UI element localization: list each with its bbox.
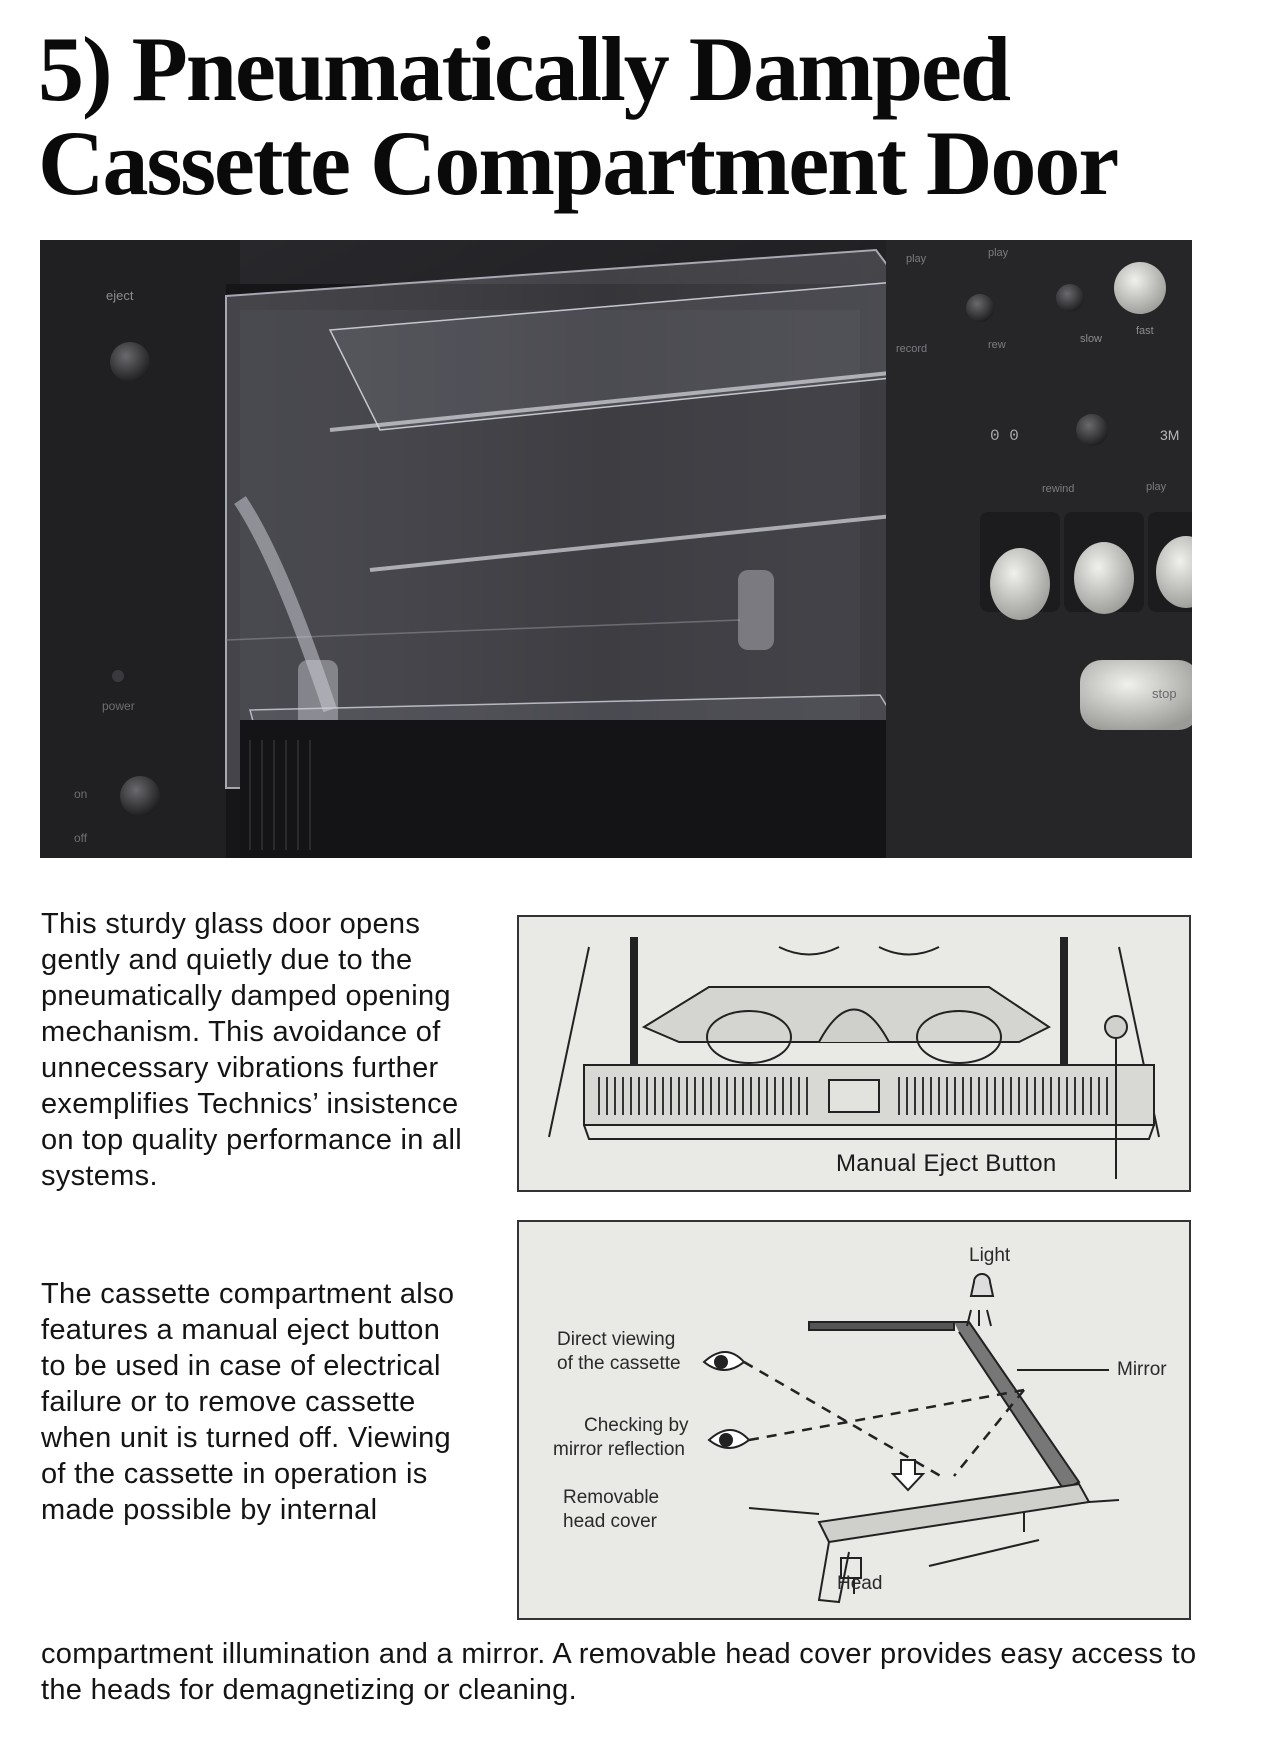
label-direct-viewing-1: Direct viewing <box>557 1329 676 1350</box>
speed-knob[interactable] <box>1114 262 1166 314</box>
label-record: record <box>896 343 928 355</box>
label-rewind: rewind <box>1042 483 1075 495</box>
label-power: power <box>102 699 135 713</box>
label-removable-1: Removable <box>563 1487 660 1508</box>
label-checking-1: Checking by <box>584 1415 689 1436</box>
power-knob[interactable] <box>120 776 160 816</box>
cassette-deck-photo <box>40 240 1192 858</box>
viewing-diagram <box>517 1220 1191 1620</box>
pause-button[interactable] <box>990 548 1050 620</box>
label-play-top: play <box>906 253 927 265</box>
title-line-1: 5) Pneumatically Damped <box>38 18 1010 120</box>
damper-piston-right <box>738 570 774 650</box>
manual-eject-label: Manual Eject Button <box>836 1150 1057 1177</box>
brand-badge: 3M <box>1160 427 1180 443</box>
label-play-right: play <box>988 247 1009 259</box>
label-mirror: Mirror <box>1117 1359 1167 1380</box>
label-fast: fast <box>1136 325 1154 337</box>
mirror-panel <box>954 1322 1079 1490</box>
rewind-button[interactable] <box>1074 542 1134 614</box>
eject-knob[interactable] <box>110 342 150 382</box>
page-title <box>38 18 1218 214</box>
mode-knob[interactable] <box>1056 284 1084 312</box>
counter-reset-knob[interactable] <box>1076 414 1108 446</box>
body-paragraph-3: compartment illumination and a mirror. A removable head cover provides easy access to the heads for demagnetizing or cleaning. <box>41 1638 1197 1706</box>
label-light: Light <box>969 1245 1011 1266</box>
label-head: Head <box>837 1573 883 1594</box>
label-play-lower: play <box>1146 481 1167 493</box>
label-slow: slow <box>1080 333 1103 345</box>
top-panel <box>809 1322 954 1330</box>
record-knob[interactable] <box>966 294 994 322</box>
label-direct-viewing-2: of the cassette <box>557 1353 681 1374</box>
body-paragraph-2: The cassette compartment also features a manual eject button to be used in case of electrical failure or to remove cassette when unit is turned off. Viewing of the cassette in operation is made possible by internal <box>41 1278 455 1526</box>
damper-piston <box>298 660 338 730</box>
power-lamp <box>112 670 124 682</box>
mirror-view-line-1 <box>749 1390 1024 1440</box>
light-bulb-icon <box>971 1274 993 1296</box>
eject-button-icon <box>1105 1016 1127 1038</box>
label-eject: eject <box>106 288 134 303</box>
body-paragraph-1: This sturdy glass door opens gently and quietly due to the pneumatically damped opening mechanism. This avoidance of unnecessary vibrations further exemplifies Technics’ insistence on top quality performance in all systems. <box>41 908 462 1192</box>
label-removable-2: head cover <box>563 1511 658 1532</box>
manual-eject-diagram <box>517 915 1191 1192</box>
logo-badge-icon <box>829 1080 879 1112</box>
label-off: off <box>74 831 88 845</box>
label-stop: stop <box>1152 686 1177 701</box>
label-on: on <box>74 787 88 801</box>
counter-display: 0 0 <box>990 427 1019 445</box>
title-line-2: Cassette Compartment Door <box>38 112 1118 214</box>
label-rew: rew <box>988 339 1006 351</box>
photo-illustration <box>40 240 1192 858</box>
label-checking-2: mirror reflection <box>553 1439 685 1460</box>
